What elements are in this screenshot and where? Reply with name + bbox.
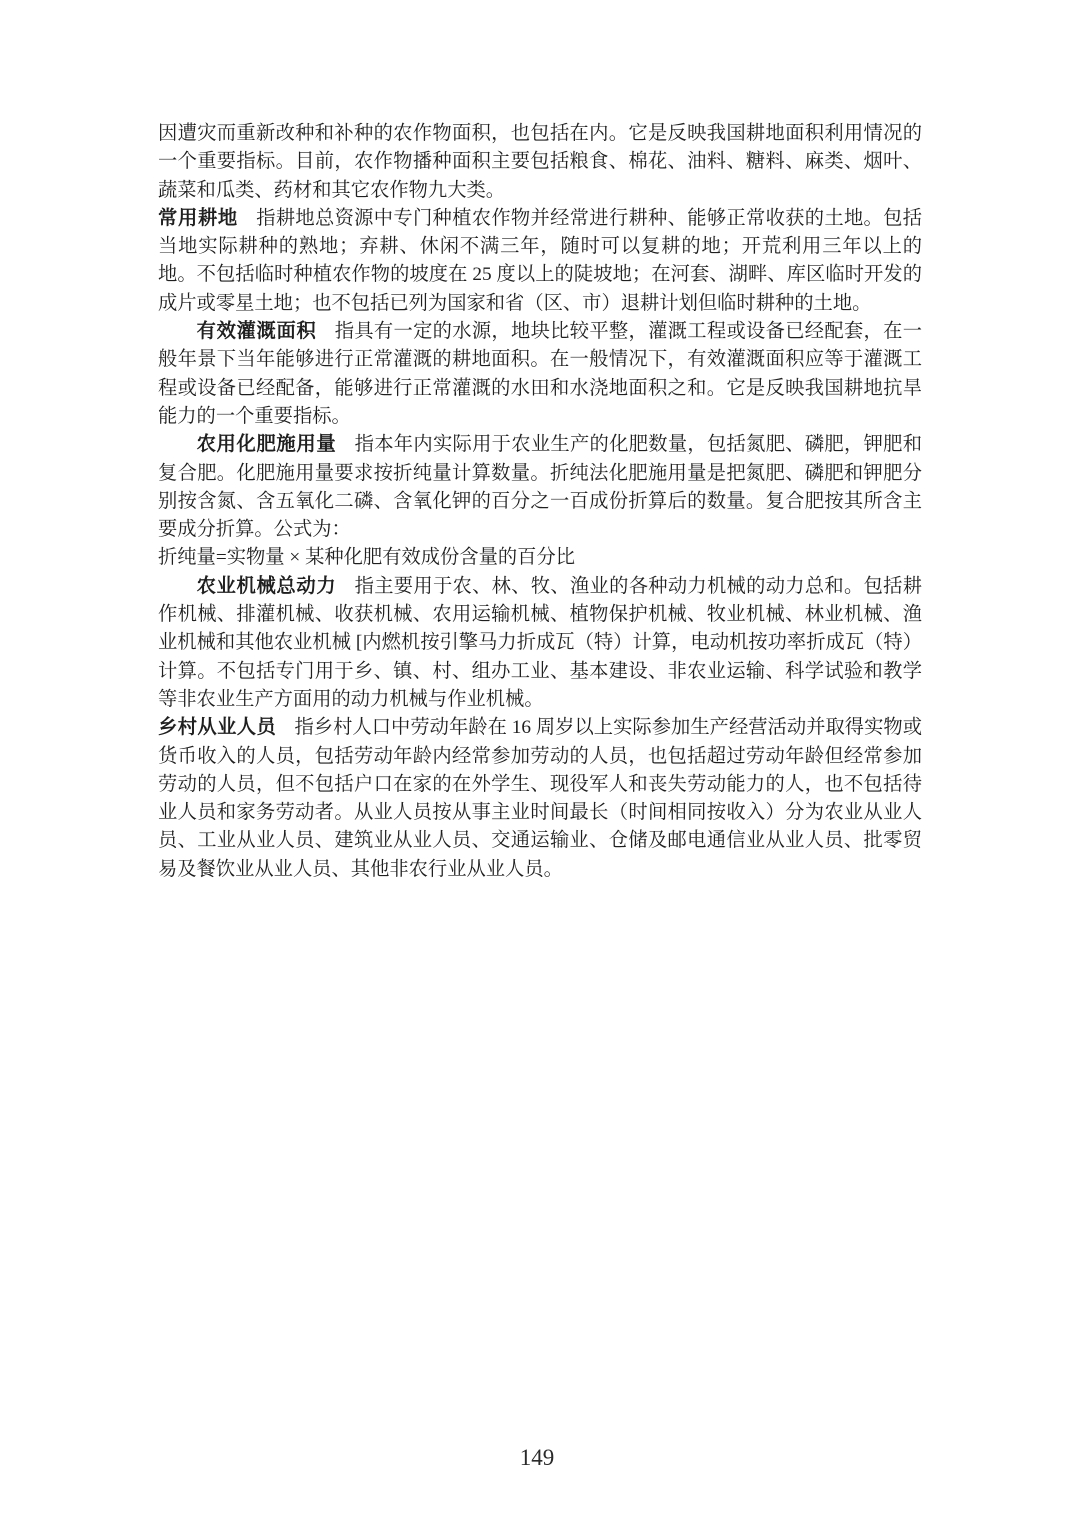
formula-line (158, 544, 922, 572)
definition-text: 指耕地总资源中专门种植农作物并经常进行耕种、能够正常收获的土地。包括当地实际耕种的熟地；弃耕、休闲不满三年，随时可以复耕的地；开荒利用三年以上的地。不包括临时种植农作物的坡度在 25 度以上的陡坡地；在河套、湖畔、库区临时开发的成片或零星土地；也不包括已列为国家和省（区、市）退耕计划但临时耕种的土地。 (158, 207, 922, 314)
definition-text: 指本年内实际用于农业生产的化肥数量，包括氮肥、磷肥，钾肥和复合肥。化肥施用量要求按折纯量计算数量。折纯法化肥施用量是把氮肥、磷肥和钾肥分别按含氮、含五氧化二磷、含氧化钾的百分之一百成份折算后的数量。复合肥按其所含主要成分折算。公式为： (158, 434, 923, 541)
term-nongyong-huafei-shiyongliang: 农用化肥施用量 (196, 434, 337, 456)
term-youxiao-guangai-mianji: 有效灌溉面积 (196, 321, 317, 343)
entry-youxiao-guangai-mianji (158, 318, 922, 431)
page-number: 149 (519, 1445, 555, 1470)
entry-changyong-gengdi (158, 205, 922, 318)
definition-text: 指乡村人口中劳动年龄在 16 周岁以上实际参加生产经营活动并取得实物或货币收入的人员，包括劳动年龄内经常参加劳动的人员，也包括超过劳动年龄但经常参加劳动的人员，但不包括户口在家的在外学生、现役军人和丧失劳动能力的人，也不包括待业人员和家务劳动者。从业人员按从事主业时间最长（时间相同按收入）分为农业从业人员、工业从业人员、建筑业从业人员、交通运输业、仓储及邮电通信业从业人员、批零贸易及餐饮业从业人员、其他非农行业从业人员。 (158, 717, 922, 880)
paragraph-continuation (158, 120, 922, 205)
definition-text: 因遭灾而重新改种和补种的农作物面积，也包括在内。它是反映我国耕地面积利用情况的一个重要指标。目前，农作物播种面积主要包括粮食、棉花、油料、糖料、麻类、烟叶、蔬菜和瓜类、药材和其它农作物九大类。 (158, 123, 922, 201)
glossary-text-block (158, 120, 922, 884)
entry-nongye-jixie-zongdongli (158, 573, 922, 714)
entry-xiangcun-congye-renyuan (158, 714, 922, 884)
definition-text: 指具有一定的水源，地块比较平整，灌溉工程或设备已经配套，在一般年景下当年能够进行正常灌溉的耕地面积。在一般情况下，有效灌溉面积应等于灌溉工程或设备已经配备，能够进行正常灌溉的水田和水浇地面积之和。它是反映我国耕地抗旱能力的一个重要指标。 (158, 321, 922, 427)
definition-text: 指主要用于农、林、牧、渔业的各种动力机械的动力总和。包括耕作机械、排灌机械、收获机械、农用运输机械、植物保护机械、牧业机械、林业机械、渔业机械和其他农业机械 [内燃机按引擎马力折成瓦（特）计算，电动机按功率折成瓦（特）计算。不包括专门用于乡、镇、村、组办工业、基本建设、非农业运输、科学试验和教学等非农业生产方面用的动力机械与作业机械。 (158, 575, 923, 710)
formula-text: 折纯量=实物量 × 某种化肥有效成份含量的百分比 (158, 547, 576, 569)
term-xiangcun-congye-renyuan: 乡村从业人员 (158, 717, 277, 739)
entry-nongyong-huafei-shiyongliang (158, 431, 922, 544)
term-nongye-jixie-zongdongli: 农业机械总动力 (196, 575, 337, 597)
term-changyong-gengdi: 常用耕地 (158, 207, 238, 229)
